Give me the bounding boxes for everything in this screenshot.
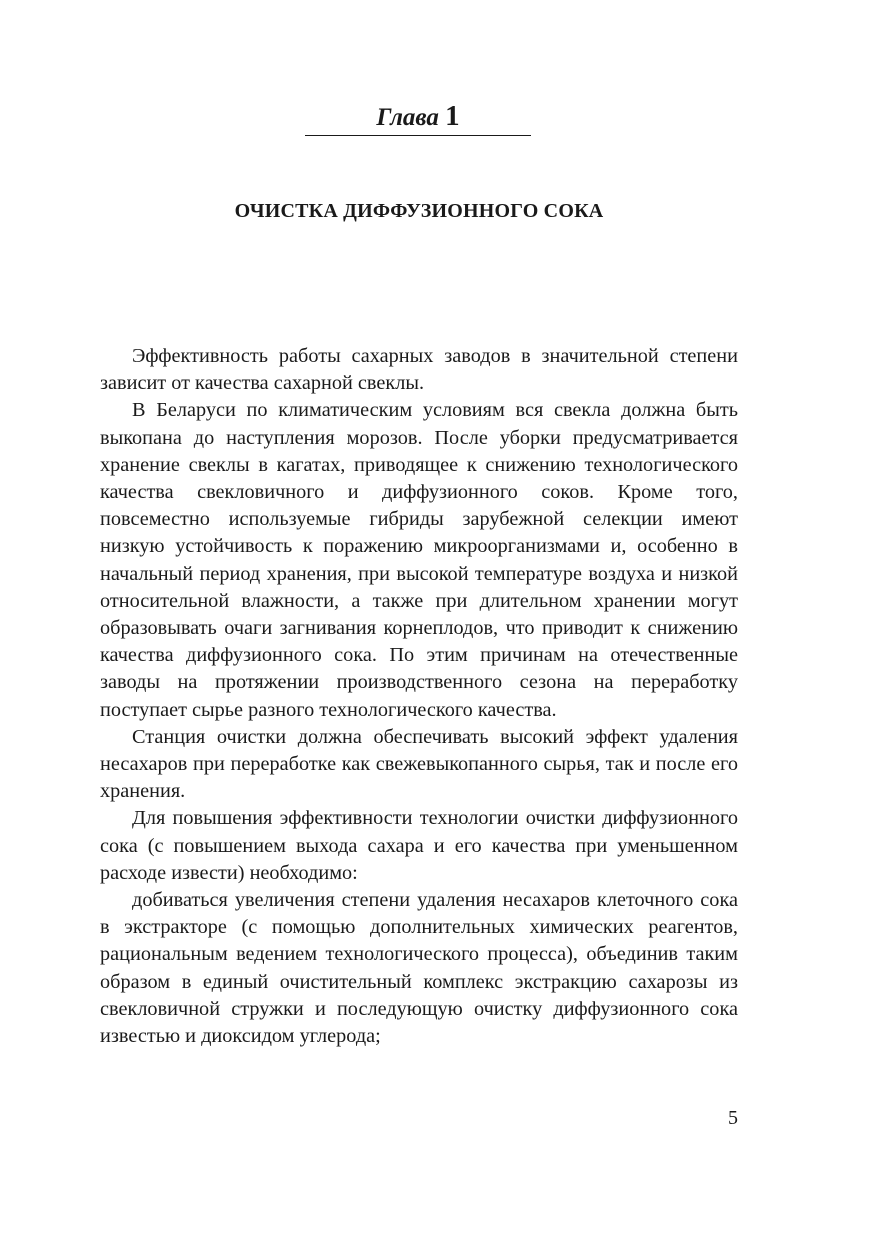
chapter-title: ОЧИСТКА ДИФФУЗИОННОГО СОКА [234,200,604,222]
paragraph-2: В Беларуси по климатическим условиям вся свекла должна быть выкопана до наступления морозов. После уборки предусматривается хранение свеклы в кагатах, приводящее к снижению технологического качества свекловичного и диффузионного соков. Кроме того, повсеместно используемые гибриды зарубежной селекции имеют низкую устойчивость к поражению микроорганизмами и, особенно в начальный период хранения, при высокой температуре воздуха и низкой относительной влажности, а также при длительном хранении могут образовывать очаги загнивания корнеплодов, что приводит к снижению качества диффузионного сока. По этим причинам на отечественные заводы на протяжении производственного сезона на переработку поступает сырье разного технологического качества. [100,399,738,721]
paragraph-3: Станция очистки должна обеспечивать высокий эффект удаления несахаров при переработке как свежевыкопанного сырья, так и после его хранения. [100,725,738,803]
chapter-label [305,100,531,134]
chapter-word: Глава [376,104,439,131]
chapter-underline [305,135,531,136]
chapter-number: 1 [445,100,460,132]
page-number: 5 [728,1107,738,1129]
paragraph-4: Для повышения эффективности технологии очистки диффузионного сока (с повышением выхода сахара и его качества при уменьшенном расходе извести) необходимо: [100,807,738,884]
paragraph-5: добиваться увеличения степени удаления несахаров клеточного сока в экстракторе (с помощью дополнительных химических реагентов, рациональным ведением технологического процесса), объединив таким образом в единый очистительный комплекс экстракцию сахарозы из свекловичной стружки и последующую очистку диффузионного сока известью и диоксидом углерода; [100,889,738,1048]
paragraph-1: Эффективность работы сахарных заводов в значительной степени зависит от качества сахарной свеклы. [100,345,738,395]
text-body [100,343,738,1050]
